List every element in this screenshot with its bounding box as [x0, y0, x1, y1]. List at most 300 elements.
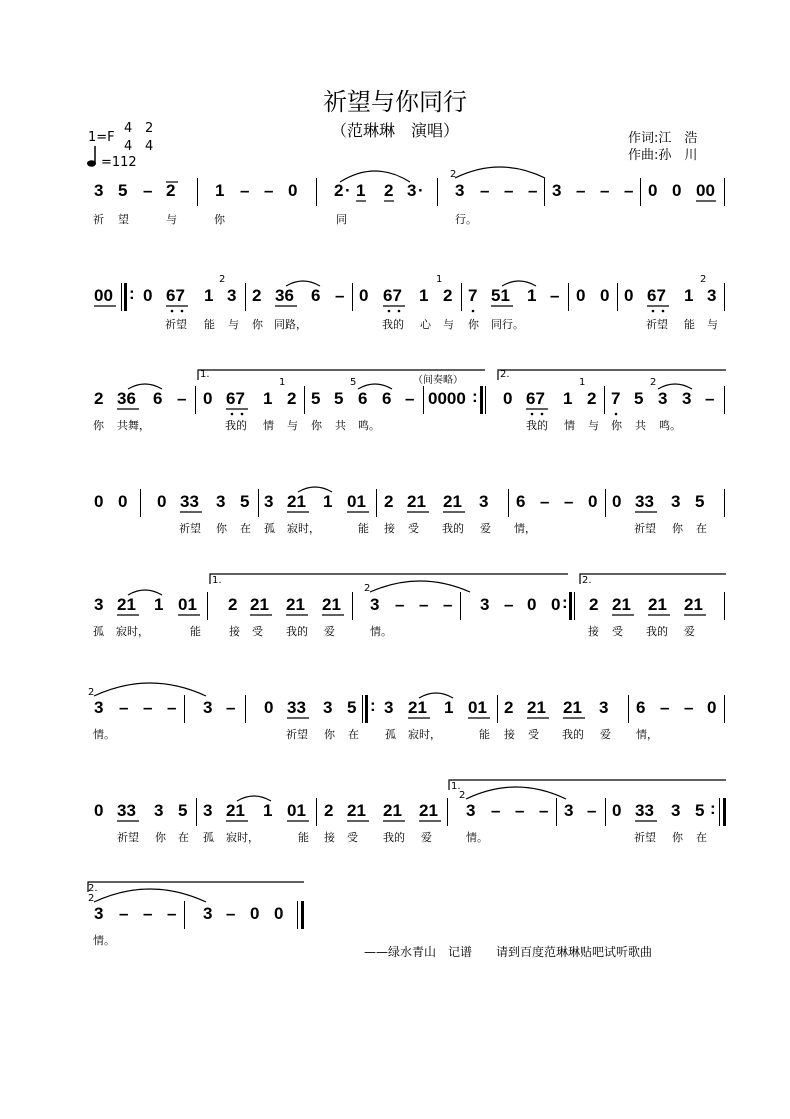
- repeat-dots: :: [370, 696, 376, 715]
- lyric: 能: [479, 728, 490, 741]
- lyric: 寂时，: [287, 522, 320, 535]
- notes-segment: –: [705, 389, 715, 408]
- lyric: 受: [612, 625, 623, 638]
- notes-segment: 5: [311, 389, 321, 408]
- octave-dot: [171, 310, 174, 313]
- notes-segment: –: [504, 181, 514, 200]
- notes-segment: 3: [203, 904, 213, 923]
- notes-segment: 0: [612, 801, 622, 820]
- lyric: 爱: [480, 522, 491, 535]
- notes-segment: 01: [347, 492, 366, 511]
- time-sig-2-top: 2: [145, 121, 154, 136]
- notes-segment: 1: [323, 492, 333, 511]
- slur-mark: [340, 171, 410, 182]
- lyric: 爱: [324, 625, 335, 638]
- notes-segment: –: [504, 595, 514, 614]
- notes-segment: –: [480, 181, 490, 200]
- lyric: 祈望: [286, 728, 308, 741]
- slur-mark: [128, 590, 162, 595]
- lyric: 你: [252, 318, 263, 331]
- lyric: 情，: [636, 728, 658, 741]
- lyric: 祈望: [634, 831, 656, 844]
- lyric: 与: [443, 318, 454, 331]
- notes-segment: 1: [419, 286, 429, 305]
- slur-mark: [466, 787, 566, 799]
- notes-segment: 1: [263, 389, 273, 408]
- time-sig-1-top: 4: [124, 121, 133, 136]
- slur-mark: [94, 889, 206, 902]
- slur-mark: [455, 167, 545, 178]
- notes-segment: 67: [647, 286, 666, 305]
- notes-segment: 01: [287, 801, 306, 820]
- lyric: 在: [178, 831, 189, 844]
- repeat-dots: :: [129, 284, 135, 303]
- notes-segment: –: [491, 801, 501, 820]
- notes-segment: 67: [226, 389, 245, 408]
- octave-dot: [541, 413, 544, 416]
- notes-segment: –: [226, 698, 236, 717]
- notes-segment: 1: [684, 286, 694, 305]
- key-signature: 1=F: [88, 130, 115, 145]
- notes-segment: 3: [564, 801, 574, 820]
- notes-segment: 2: [334, 181, 344, 200]
- notes-segment: –: [177, 389, 187, 408]
- notes-segment: 3: [154, 801, 164, 820]
- notes-segment: 3: [94, 595, 104, 614]
- notes-segment: 36: [117, 389, 136, 408]
- volta-2-label: 2.: [500, 369, 510, 380]
- notes-segment: 6: [516, 492, 526, 511]
- notes-segment: 01: [178, 595, 197, 614]
- volta-2-label: 2.: [582, 575, 592, 586]
- notes-segment: 51: [491, 286, 510, 305]
- lyric: 孤: [264, 522, 275, 535]
- notes-segment: 1: [563, 389, 573, 408]
- volta-bracket: [88, 882, 304, 892]
- notes-segment: –: [550, 286, 560, 305]
- notes-segment: 0: [612, 492, 622, 511]
- notes-segment: 5: [118, 181, 128, 200]
- notes-segment: 6: [636, 698, 646, 717]
- notes-segment: –: [143, 698, 153, 717]
- repeat-dots: :: [710, 799, 716, 818]
- notes-segment: –: [684, 698, 694, 717]
- notes-segment: 1: [527, 286, 537, 305]
- lyric: 能: [298, 831, 309, 844]
- lyric: 寂时，: [408, 728, 441, 741]
- notes-segment: –: [539, 801, 549, 820]
- notes-segment: 33: [180, 492, 199, 511]
- lyric: 祈: [93, 213, 104, 226]
- grace-mark: 2: [364, 583, 371, 594]
- lyric: 受: [252, 625, 263, 638]
- notes-segment: 1: [263, 801, 273, 820]
- lyric: 你: [311, 419, 322, 432]
- notes-segment: 0: [600, 286, 610, 305]
- octave-dot: [662, 310, 665, 313]
- notes-segment: 5: [695, 492, 705, 511]
- lyricist: 作词:江 浩: [628, 131, 698, 146]
- lyric: 孤: [203, 831, 214, 844]
- lyric: 我的: [562, 728, 584, 741]
- lyric: 孤: [385, 728, 396, 741]
- lyric: 你: [324, 728, 335, 741]
- notes-segment: –: [528, 181, 538, 200]
- notes-segment: 5: [178, 801, 188, 820]
- lyric: 你: [611, 419, 622, 432]
- notes-segment: –: [405, 389, 415, 408]
- lyric: 共舞，: [117, 419, 150, 432]
- notes-segment: 21: [684, 595, 703, 614]
- notes-segment: 21: [419, 801, 438, 820]
- notes-segment: 67: [166, 286, 185, 305]
- notes-segment: 3: [216, 492, 226, 511]
- repeat-dots: :: [562, 593, 568, 612]
- lyric: 祈望: [634, 522, 656, 535]
- lyric: 孤: [93, 625, 104, 638]
- notes-segment: 6: [358, 389, 368, 408]
- notes-segment: 00: [94, 286, 113, 305]
- grace-mark: 1: [279, 377, 286, 388]
- octave-dot: [231, 413, 234, 416]
- notes-segment: 21: [322, 595, 341, 614]
- lyric: 接: [504, 728, 515, 741]
- notes-segment: –: [167, 904, 177, 923]
- notes-segment: 3: [682, 389, 692, 408]
- lyric: 情。: [93, 728, 115, 741]
- lyric: 受: [528, 728, 539, 741]
- notes-segment: –: [600, 181, 610, 200]
- lyric: 与: [287, 419, 298, 432]
- notes-segment: –: [119, 698, 129, 717]
- lyric: 我的: [382, 318, 404, 331]
- slur-mark: [237, 796, 271, 801]
- notes-segment: –: [540, 492, 550, 511]
- notes-segment: 33: [635, 801, 654, 820]
- lyric: 能: [190, 625, 201, 638]
- notes-segment: 0: [250, 904, 260, 923]
- lyric: 祈望: [165, 318, 187, 331]
- lyric: 心: [420, 318, 431, 331]
- volta-1-label: 1.: [200, 369, 210, 380]
- lyric: 情。: [93, 934, 115, 947]
- lyric: 你: [214, 213, 225, 226]
- lyric: 我的: [383, 831, 405, 844]
- notes-segment: 5: [634, 389, 644, 408]
- notes-segment: 0: [648, 181, 658, 200]
- lyric: 同路，: [274, 318, 307, 331]
- lyric: 我的: [286, 625, 308, 638]
- lyric: 共: [335, 419, 346, 432]
- lyric: 接: [324, 831, 335, 844]
- lyric: 与: [166, 213, 177, 226]
- notes-segment: 0: [576, 286, 586, 305]
- notes-segment: 21: [117, 595, 136, 614]
- lyric: 祈望: [179, 522, 201, 535]
- octave-dot: [652, 310, 655, 313]
- lyric: 接: [229, 625, 240, 638]
- notes-segment: 21: [383, 801, 402, 820]
- notes-segment: 6: [153, 389, 163, 408]
- lyric: 同行。: [491, 318, 524, 331]
- notes-segment: 0: [157, 492, 167, 511]
- lyric: 情。: [370, 625, 392, 638]
- lyric: 情。: [466, 831, 488, 844]
- notes-segment: 0: [359, 286, 369, 305]
- repeat-dots: :: [472, 387, 478, 406]
- notes-segment: 0: [118, 492, 128, 511]
- octave-dot: [241, 413, 244, 416]
- lyric: 在: [348, 728, 359, 741]
- notes-segment: 3: [94, 181, 104, 200]
- notes-segment: 1: [154, 595, 164, 614]
- notes-segment: 0: [672, 181, 682, 200]
- lyric: 与: [588, 419, 599, 432]
- grace-mark: 2: [88, 687, 95, 698]
- grace-mark: 1: [579, 377, 586, 388]
- notes-segment: 3: [94, 904, 104, 923]
- slur-mark: [502, 281, 536, 286]
- time-sig-2-bottom: 4: [145, 139, 154, 154]
- notes-segment: 21: [347, 801, 366, 820]
- notes-segment: –: [624, 181, 634, 200]
- notes-segment: 2: [384, 181, 394, 200]
- notes-segment: 2: [166, 181, 176, 200]
- lyric: 我的: [442, 522, 464, 535]
- lyric: 情: [263, 419, 274, 432]
- notes-segment: –: [226, 904, 236, 923]
- notes-segment: 2: [504, 698, 514, 717]
- lyric: 祈望: [646, 318, 668, 331]
- notes-segment: 7: [611, 389, 621, 408]
- notes-segment: 1: [444, 698, 454, 717]
- notes-segment: 3: [658, 389, 668, 408]
- slur-mark: [370, 581, 470, 592]
- notes-segment: 21: [287, 492, 306, 511]
- lyric: 你: [93, 419, 104, 432]
- notes-segment: 0: [288, 181, 298, 200]
- notes-segment: 21: [226, 801, 245, 820]
- lyric: 接: [384, 522, 395, 535]
- lyric: 你: [672, 831, 683, 844]
- song-title: 祈望与你同行: [323, 88, 467, 116]
- notes-segment: –: [335, 286, 345, 305]
- slur-mark: [658, 384, 692, 389]
- notes-segment: –: [660, 698, 670, 717]
- notes-segment: 2: [587, 389, 597, 408]
- notes-segment: 7: [468, 286, 478, 305]
- notes-segment: 0: [203, 389, 213, 408]
- volta-bracket: [498, 370, 726, 380]
- notes-segment: –: [576, 181, 586, 200]
- notes-segment: 0: [274, 904, 284, 923]
- lyric: 我的: [225, 419, 247, 432]
- tempo: =112: [101, 155, 137, 170]
- lyric: 能: [684, 318, 695, 331]
- notes-segment: 21: [648, 595, 667, 614]
- notes-segment: 3: [455, 181, 465, 200]
- volta-bracket: [210, 574, 568, 584]
- lyric: 你: [155, 831, 166, 844]
- lyric: 寂时，: [226, 831, 259, 844]
- lyric: 情，: [514, 522, 536, 535]
- lyric: 在: [696, 831, 707, 844]
- transcription-credit: ——绿水青山 记谱 请到百度范琳琳贴吧试听歌曲: [364, 945, 653, 959]
- slur-mark: [298, 487, 332, 492]
- lyric: 行。: [455, 213, 477, 226]
- notes-segment: 0: [264, 698, 274, 717]
- volta-1-label: 1.: [212, 575, 222, 586]
- notes-segment: 01: [468, 698, 487, 717]
- notes-segment: 2: [287, 389, 297, 408]
- lyric: 能: [204, 318, 215, 331]
- notes-segment: 5: [347, 698, 357, 717]
- lyric: 我的: [646, 625, 668, 638]
- notes-segment: 67: [383, 286, 402, 305]
- notes-segment: 3: [599, 698, 609, 717]
- notes-segment: 6: [311, 286, 321, 305]
- notes-segment: –: [587, 801, 597, 820]
- notes-segment: 0000: [428, 389, 466, 408]
- notes-segment: 0: [624, 286, 634, 305]
- lyric: 爱: [684, 625, 695, 638]
- notes-segment: –: [395, 595, 405, 614]
- lyric: 爱: [600, 728, 611, 741]
- octave-dot: [472, 310, 475, 313]
- notes-segment: 33: [287, 698, 306, 717]
- grace-mark: 5: [350, 377, 357, 388]
- notes-segment: –: [167, 698, 177, 717]
- notes-segment: 33: [635, 492, 654, 511]
- lyric: 我的: [526, 419, 548, 432]
- grace-mark: 2: [459, 790, 466, 801]
- lyric: 鸣。: [659, 419, 681, 432]
- notes-segment: 2: [384, 492, 394, 511]
- notes-segment: –: [143, 904, 153, 923]
- notes-segment: 36: [275, 286, 294, 305]
- octave-dot: [398, 310, 401, 313]
- notes-segment: 3: [227, 286, 237, 305]
- lyric: 在: [696, 522, 707, 535]
- notes-segment: 2: [228, 595, 238, 614]
- volta-1-label: 1.: [451, 781, 461, 792]
- lyric: 受: [408, 522, 419, 535]
- notes-segment: 3: [552, 181, 562, 200]
- lyric: 与: [707, 318, 718, 331]
- notes-segment: 0: [143, 286, 153, 305]
- grace-mark: 2: [650, 377, 657, 388]
- notes-segment: –: [564, 492, 574, 511]
- notes-segment: ·: [418, 181, 424, 200]
- lyric: 同: [336, 213, 347, 226]
- notes-segment: 3: [671, 801, 681, 820]
- slur-mark: [358, 384, 392, 389]
- notes-segment: 5: [695, 801, 705, 820]
- notes-segment: 0: [588, 492, 598, 511]
- notes-segment: 1: [356, 181, 366, 200]
- notes-segment: 6: [382, 389, 392, 408]
- lyric: 祈望: [117, 831, 139, 844]
- notes-segment: 3: [671, 492, 681, 511]
- octave-dot: [181, 310, 184, 313]
- slur-mark: [419, 693, 453, 698]
- song-subtitle: （范琳琳 演唱）: [330, 121, 459, 140]
- notes-segment: 1: [215, 181, 225, 200]
- notes-segment: 0: [707, 698, 717, 717]
- octave-dot: [531, 413, 534, 416]
- lyric: 能: [358, 522, 369, 535]
- notes-segment: 5: [334, 389, 344, 408]
- notes-segment: –: [119, 904, 129, 923]
- composer: 作曲:孙 川: [628, 148, 698, 163]
- notes-segment: 2: [324, 801, 334, 820]
- notes-segment: 1: [204, 286, 214, 305]
- slur-mark: [128, 384, 162, 389]
- notes-segment: 3: [203, 698, 213, 717]
- notes-segment: 0: [527, 595, 537, 614]
- lyric: 鸣。: [358, 419, 380, 432]
- notes-segment: 0: [503, 389, 513, 408]
- volta-2-label: 2.: [88, 883, 98, 894]
- notes-segment: 3: [203, 801, 213, 820]
- grace-mark: 2: [450, 169, 457, 180]
- notes-segment: 21: [527, 698, 546, 717]
- notes-segment: 21: [286, 595, 305, 614]
- lyric: 望: [118, 213, 129, 226]
- notes-segment: 0: [94, 801, 104, 820]
- notes-segment: 3: [370, 595, 380, 614]
- notes-segment: 21: [407, 492, 426, 511]
- notes-segment: 3: [480, 595, 490, 614]
- volta-bracket: [580, 574, 726, 584]
- notes-segment: 67: [526, 389, 545, 408]
- notes-segment: 0: [551, 595, 561, 614]
- lyric: 接: [588, 625, 599, 638]
- grace-mark: 2: [88, 893, 95, 904]
- lyric: 爱: [421, 831, 432, 844]
- lyric: 共: [635, 419, 646, 432]
- notes-segment: 2: [589, 595, 599, 614]
- notes-segment: 21: [250, 595, 269, 614]
- notes-segment: 3: [466, 801, 476, 820]
- lyric: 受: [347, 831, 358, 844]
- notes-segment: 3: [94, 698, 104, 717]
- notes-segment: 3: [384, 698, 394, 717]
- notes-segment: 21: [408, 698, 427, 717]
- lyric: 寂时，: [116, 625, 149, 638]
- lyric: 情: [564, 419, 575, 432]
- octave-dot: [615, 413, 618, 416]
- lyric: 与: [228, 318, 239, 331]
- slur-mark: [286, 281, 320, 286]
- lyric: 在: [240, 522, 251, 535]
- notes-segment: 0: [94, 492, 104, 511]
- interlude-note: （间奏略）: [413, 375, 463, 386]
- notes-segment: 3: [707, 286, 717, 305]
- notes-segment: 3: [479, 492, 489, 511]
- grace-mark: 1: [436, 274, 443, 285]
- volta-bracket: [449, 780, 726, 790]
- lyric: 你: [216, 522, 227, 535]
- notes-segment: –: [515, 801, 525, 820]
- slur-mark: [94, 683, 206, 696]
- notes-segment: –: [264, 181, 274, 200]
- notes-segment: 3: [323, 698, 333, 717]
- grace-mark: 2: [219, 274, 226, 285]
- notes-segment: –: [443, 595, 453, 614]
- notes-segment: –: [240, 181, 250, 200]
- notes-segment: –: [143, 181, 153, 200]
